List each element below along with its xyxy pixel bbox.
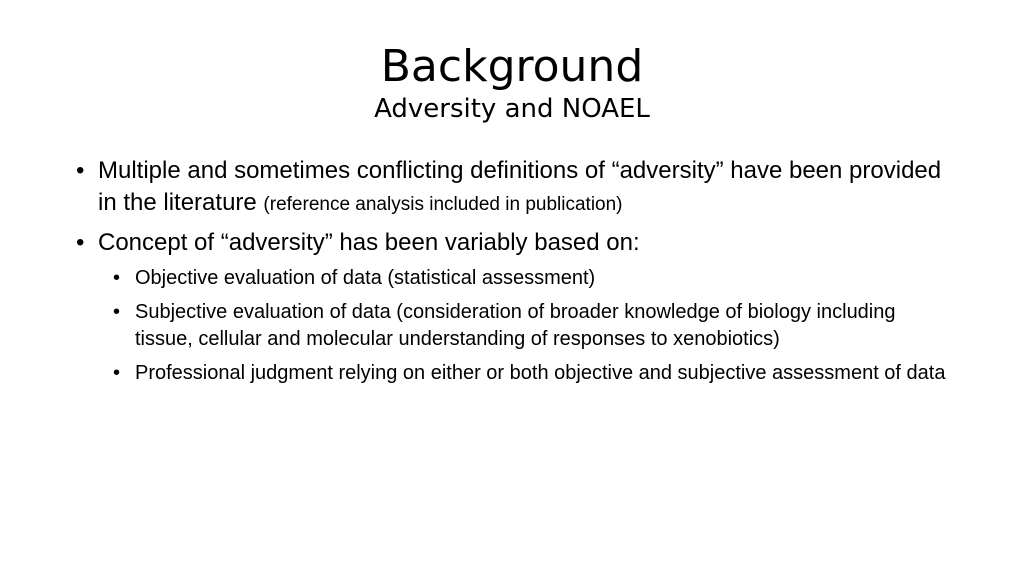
sub-bullet-objective [113,265,956,292]
sub-bullet-dot-icon: • [113,362,121,384]
title-block [0,40,1024,124]
content-area [76,155,956,394]
bullet-dot-icon: • [76,157,85,184]
bullet-definitions [76,155,956,221]
sub-bullet-professional [113,360,956,387]
bullet-text: Multiple and sometimes conflicting definitions of “adversity” have been provided in the literature [98,157,942,216]
sub-bullet-text: Professional judgment relying on either or both objective and subjective assessment of data [135,362,946,384]
slide-subtitle: Adversity and NOAEL [374,94,650,124]
sub-bullet-subjective [113,299,956,353]
sub-bullet-text: Subjective evaluation of data (consideration of broader knowledge of biology including tissue, cellular and molecular understanding of responses to xenobiotics) [135,301,896,350]
sub-bullet-dot-icon: • [113,301,121,323]
sub-bullet-text: Objective evaluation of data (statistical assessment) [135,267,596,289]
sub-bullet-dot-icon: • [113,267,121,289]
bullet-text: Concept of “adversity” has been variably based on: [98,229,640,256]
bullet-dot-icon: • [76,229,85,256]
slide-title: Background [380,41,644,92]
bullet-concept [76,227,956,259]
bullet-reference-note: (reference analysis included in publication) [263,194,623,215]
